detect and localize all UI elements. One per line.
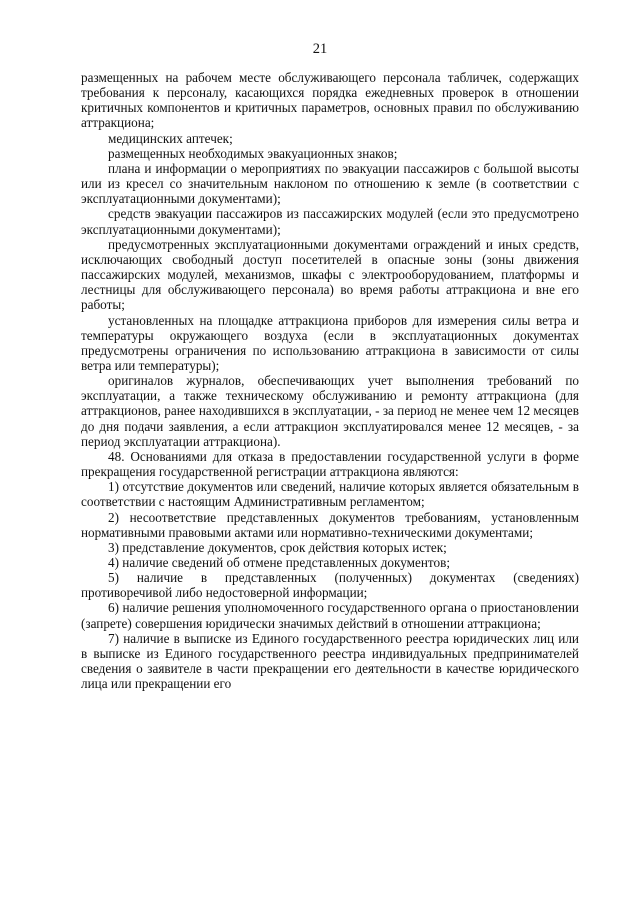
list-item-4: 4) наличие сведений об отмене представленных документов; (108, 555, 450, 570)
list-item-7: 7) наличие в выписке из Единого государственного реестра юридических лиц или в выписке из Единого государственного реестра индивидуальных предпринимателей сведения о заявителе в части прекращении его деятельности в качестве юридического лица или прекращении его (81, 630, 579, 692)
list-item-6: 6) наличие решения уполномоченного государственного органа о приостановлении (запрете) совершения юридически значимых действий в отношении аттракциона; (81, 600, 579, 631)
list-item-2: 2) несоответствие представленных документов требованиям, установленным нормативными правовыми актами или нормативно-техническими документами; (81, 509, 579, 540)
paragraph: оригиналов журналов, обеспечивающих учет выполнения требований по эксплуатации, а также техническому обслуживанию и ремонту аттракциона (для аттракционов, ранее находившихся в эксплуатации, - за период не менее чем 12 месяцев до дня подачи заявления, а если аттракцион эксплуатировался менее 12 месяцев, - за период эксплуатации аттракциона). (81, 373, 579, 449)
paragraph: размещенных необходимых эвакуационных знаков; (108, 145, 398, 161)
list-item-5: 5) наличие в представленных (полученных) документах (сведениях) противоречивой либо недостоверной информации; (81, 570, 579, 601)
list-item-1: 1) отсутствие документов или сведений, наличие которых является обязательным в соответствии с настоящим Административным регламентом; (81, 479, 579, 510)
paragraph-section-48: 48. Основаниями для отказа в предоставлении государственной услуги в форме прекращения государственной регистрации аттракциона являются: (81, 448, 579, 480)
paragraph: средств эвакуации пассажиров из пассажирских модулей (если это предусмотрено эксплуатационными документами); (81, 206, 579, 237)
page-number: 21 (312, 41, 328, 57)
paragraph: плана и информации о мероприятиях по эвакуации пассажиров с большой высоты или из кресел со значительным наклоном по отношению к земле (в соответствии с эксплуатационными документами); (81, 160, 579, 207)
paragraph: установленных на площадке аттракциона приборов для измерения силы ветра и температуры окружающего воздуха (если в эксплуатационных документах предусмотрены ограничения по использованию аттракциона в зависимости от силы ветра или температуры); (81, 312, 579, 373)
paragraph: размещенных на рабочем месте обслуживающего персонала табличек, содержащих требования к персоналу, касающихся порядка ежедневных проверок в отношении критичных компонентов и критичных параметров, основных правил по обслуживанию аттракциона; (81, 70, 579, 131)
paragraph: медицинских аптечек; (108, 130, 233, 146)
list-item-3: 3) представление документов, срок действия которых истек; (108, 539, 447, 555)
document-body (81, 70, 579, 691)
paragraph: предусмотренных эксплуатационными документами ограждений и иных средств, исключающих свободный доступ посетителей в опасные зоны (зоны движения пассажирских модулей, механизмов, шкафы с электрооборудованием, платформы и лестницы для обслуживающего персонала) во время работы аттракциона и вне его работы; (81, 236, 579, 313)
